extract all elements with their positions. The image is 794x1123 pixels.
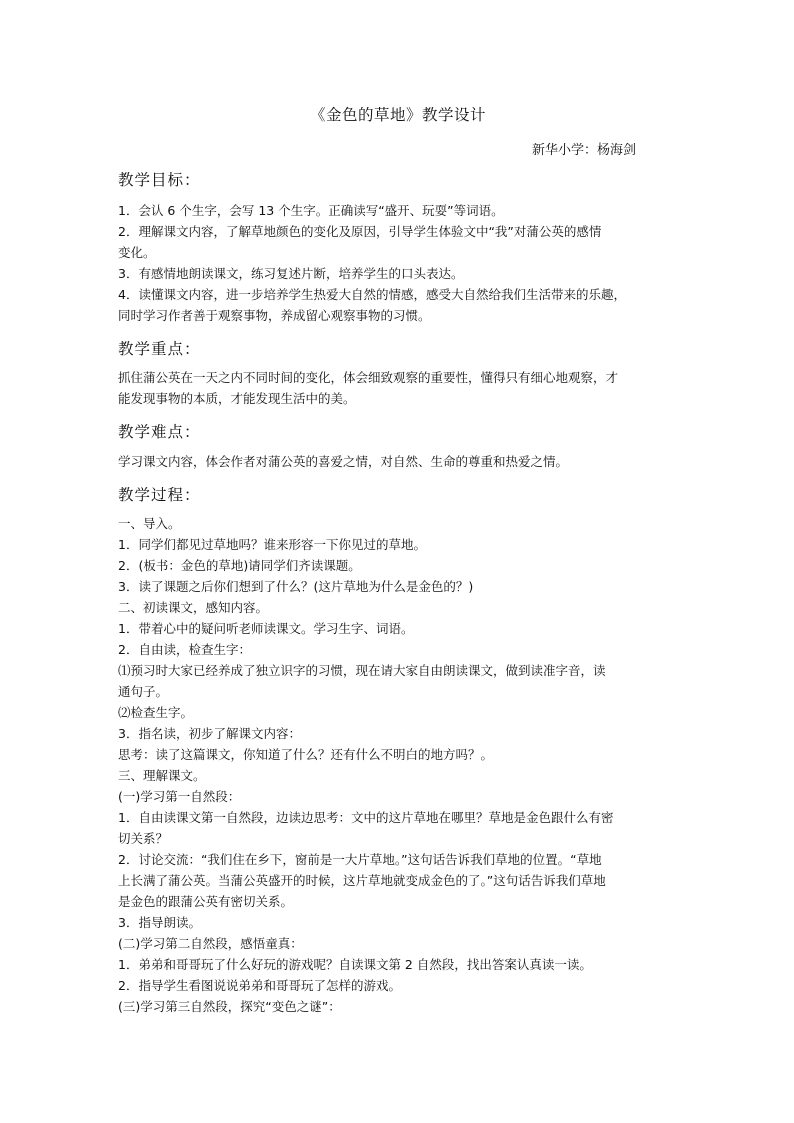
goals-line: 1．会认 6 个生字，会写 13 个生字。正确读写“盛开、玩耍”等词语。: [118, 203, 504, 218]
process-line: 3．读了课题之后你们想到了什么？(这片草地为什么是金色的？): [118, 579, 474, 594]
process-line: (一)学习第一自然段：: [118, 789, 241, 804]
process-line: 2．讨论交流：“我们住在乡下，窗前是一大片草地。”这句话告诉我们草地的位置。“草地: [118, 852, 602, 867]
process-line: (二)学习第二自然段，感悟童真：: [118, 936, 303, 951]
process-line: 1．弟弟和哥哥玩了什么好玩的游戏呢？自读课文第 2 自然段，找出答案认真读一读。: [118, 957, 592, 972]
heading-key-points: 教学重点：: [118, 340, 201, 358]
process-line: 是金色的跟蒲公英有密切关系。: [118, 894, 294, 909]
process-line: 3．指名读，初步了解课文内容：: [118, 726, 301, 741]
process-line: 切关系？: [118, 831, 169, 846]
process-line: ⑴预习时大家已经养成了独立识字的习惯，现在请大家自由朗读课文，做到读准字音，读: [118, 663, 606, 678]
process-line: 思考：读了这篇课文，你知道了什么？还有什么不明白的地方吗？。: [118, 747, 494, 762]
goals-line: 同时学习作者善于观察事物，养成留心观察事物的习惯。: [118, 308, 431, 323]
process-line: 二、初读课文，感知内容。: [118, 600, 269, 615]
process-line: 一、导入。: [118, 516, 181, 531]
process-line: 1．自由读课文第一自然段，边读边思考：文中的这片草地在哪里？草地是金色跟什么有密: [118, 810, 614, 825]
heading-process: 教学过程：: [118, 486, 201, 504]
process-line: 上长满了蒲公英。当蒲公英盛开的时候，这片草地就变成金色的了。”这句话告诉我们草地: [118, 873, 606, 888]
process-line: (三)学习第三自然段，探究“变色之谜”：: [118, 999, 341, 1014]
heading-difficulties: 教学难点：: [118, 423, 201, 441]
process-line: 2．指导学生看图说说弟弟和哥哥玩了怎样的游戏。: [118, 978, 401, 993]
process-body: [118, 513, 678, 1017]
difficulties-body: [118, 451, 678, 472]
difficulties-line: 学习课文内容，体会作者对蒲公英的喜爱之情，对自然、生命的尊重和热爱之情。: [118, 454, 569, 469]
process-line: 1．同学们都见过草地吗？谁来形容一下你见过的草地。: [118, 537, 426, 552]
process-line: 1．带着心中的疑问听老师读课文。学习生字、词语。: [118, 621, 414, 636]
goals-line: 3．有感情地朗读课文，练习复述片断，培养学生的口头表达。: [118, 266, 464, 281]
author-line: 新华小学：杨海剑: [531, 143, 636, 158]
process-line: 3．指导朗读。: [118, 915, 201, 930]
process-line: 通句子。: [118, 684, 169, 699]
process-line: 三、理解课文。: [118, 768, 206, 783]
key-points-line: 抓住蒲公英在一天之内不同时间的变化，体会细致观察的重要性，懂得只有细心地观察，才: [118, 370, 619, 385]
key-points-line: 能发现事物的本质，才能发现生活中的美。: [118, 391, 356, 406]
process-line: 2．自由读，检查生字：: [118, 642, 251, 657]
goals-line: 2．理解课文内容，了解草地颜色的变化及原因，引导学生体验文中“我”对蒲公英的感情: [118, 224, 602, 239]
goals-body: [118, 200, 678, 326]
key-points-body: [118, 367, 678, 409]
goals-line: 4．读懂课文内容，进一步培养学生热爱大自然的情感，感受大自然给我们生活带来的乐趣，: [118, 287, 626, 302]
process-line: 2．(板书：金色的草地)请同学们齐读课题。: [118, 558, 361, 573]
goals-line: 变化。: [118, 245, 156, 260]
process-line: ⑵检查生字。: [118, 705, 194, 720]
document-title: 《金色的草地》教学设计: [309, 106, 486, 124]
heading-goals: 教学目标：: [118, 171, 201, 189]
